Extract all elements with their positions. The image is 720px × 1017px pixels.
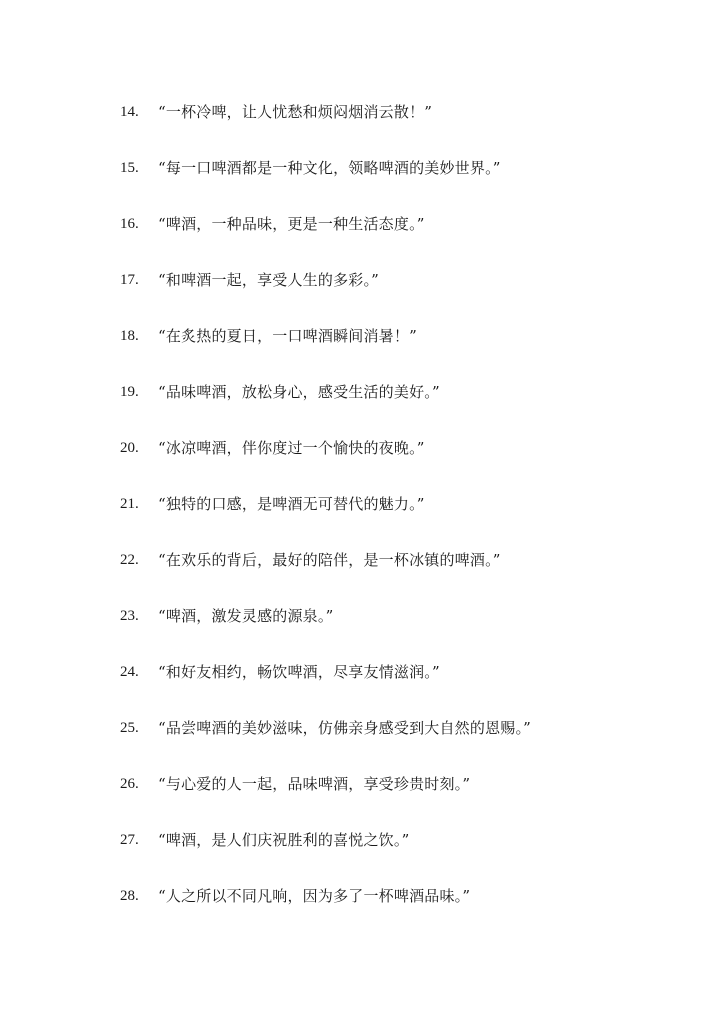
item-text: “啤酒，激发灵感的源泉。” — [158, 606, 334, 625]
list-item — [120, 140, 531, 196]
item-text: “在炙热的夏日，一口啤酒瞬间消暑！” — [158, 326, 417, 345]
item-text: “人之所以不同凡响，因为多了一杯啤酒品味。” — [158, 886, 471, 905]
item-number: 22. — [120, 551, 139, 568]
list-item — [120, 252, 531, 308]
list-item — [120, 196, 531, 252]
item-text: “一杯冷啤，让人忧愁和烦闷烟消云散！” — [158, 102, 433, 121]
item-text: “每一口啤酒都是一种文化，领略啤酒的美妙世界。” — [158, 158, 501, 177]
item-text: “独特的口感，是啤酒无可替代的魅力。” — [158, 494, 425, 513]
list-item — [120, 84, 531, 140]
item-text: “在欢乐的背后，最好的陪伴，是一杯冰镇的啤酒。” — [158, 550, 501, 569]
list-item — [120, 420, 531, 476]
list-item — [120, 308, 531, 364]
item-number: 23. — [120, 607, 139, 624]
item-number: 19. — [120, 383, 139, 400]
item-number: 28. — [120, 887, 139, 904]
item-number: 16. — [120, 215, 139, 232]
list-item — [120, 364, 531, 420]
item-number: 25. — [120, 719, 139, 736]
item-number: 15. — [120, 159, 139, 176]
list-item — [120, 476, 531, 532]
item-number: 27. — [120, 831, 139, 848]
list-item — [120, 812, 531, 868]
item-text: “和啤酒一起，享受人生的多彩。” — [158, 270, 380, 289]
slogan-list — [120, 84, 531, 924]
item-text: “品尝啤酒的美妙滋味，仿佛亲身感受到大自然的恩赐。” — [158, 718, 532, 737]
item-number: 26. — [120, 775, 139, 792]
item-number: 24. — [120, 663, 139, 680]
item-text: “冰凉啤酒，伴你度过一个愉快的夜晚。” — [158, 438, 425, 457]
list-item — [120, 588, 531, 644]
item-number: 14. — [120, 103, 139, 120]
item-text: “与心爱的人一起，品味啤酒，享受珍贵时刻。” — [158, 774, 471, 793]
item-number: 18. — [120, 327, 139, 344]
item-number: 20. — [120, 439, 139, 456]
list-item — [120, 868, 531, 924]
item-text: “啤酒，是人们庆祝胜利的喜悦之饮。” — [158, 830, 410, 849]
item-number: 17. — [120, 271, 139, 288]
list-item — [120, 756, 531, 812]
item-text: “和好友相约，畅饮啤酒，尽享友情滋润。” — [158, 662, 440, 681]
item-text: “啤酒，一种品味，更是一种生活态度。” — [158, 214, 425, 233]
item-number: 21. — [120, 495, 139, 512]
item-text: “品味啤酒，放松身心，感受生活的美好。” — [158, 382, 440, 401]
list-item — [120, 532, 531, 588]
list-item — [120, 700, 531, 756]
list-item — [120, 644, 531, 700]
